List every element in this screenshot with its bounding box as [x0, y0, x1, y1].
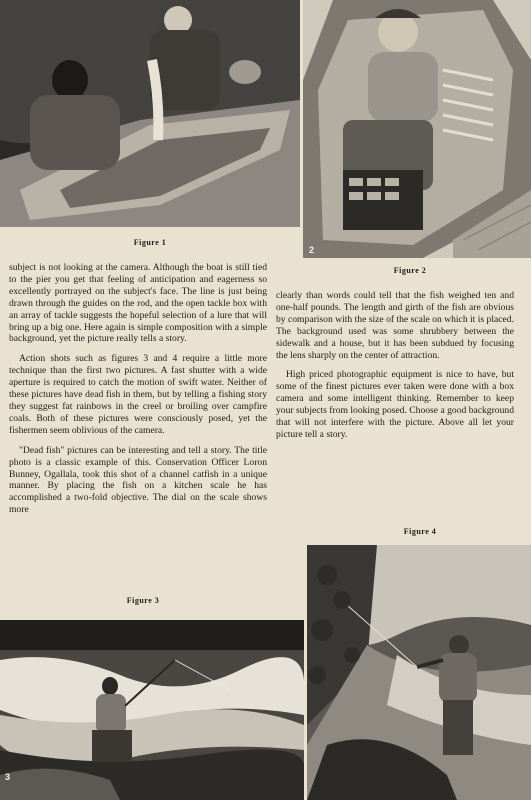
- figure-2-caption: Figure 2: [393, 266, 427, 275]
- left-paragraph: Action shots such as figures 3 and 4 require a little more technique than the first two pictures. A fast shutter with a wide aperture is required to catch the motion of swift water. Neither of these pictures have dead fish in them, but by telling a fishing story they suggest fat rainbows in the creel or broiling over campfire coals. Both of these pictures were consciously posed, yet the fishermen seem oblivious of the camera.: [9, 353, 267, 436]
- figure-2-photo: [303, 0, 531, 258]
- figure-2-number: 2: [309, 245, 315, 255]
- right-paragraph: clearly than words could tell that the fish weighed ten and one-half pounds. The length and girth of the fish are obvious by comparison with the size of the scale on which it is placed. The background used was some shrubbery between the sidewalk and a house, but it has been subdued by focusing the lens sharply on the center of attraction.: [276, 290, 514, 361]
- figure-3-number: 3: [5, 772, 11, 782]
- figure-3-caption: Figure 3: [126, 596, 160, 605]
- figure-4-caption: Figure 4: [403, 527, 437, 536]
- left-column-text: [9, 262, 267, 524]
- figure-4-photo: [307, 545, 531, 800]
- figure-1-photo: [0, 0, 300, 227]
- right-column-text: [276, 290, 514, 449]
- figure-3-photo: [0, 620, 304, 800]
- left-paragraph: "Dead fish" pictures can be interesting and tell a story. The title photo is a classic example of this. Conservation Officer Loron Bunney, Ogallala, took this shot of a channel catfish in a unique manner. By placing the fish on a kitchen scale he has accomplished a two-fold objective. The dial on the scale shows more: [9, 444, 267, 516]
- figure-1-caption: Figure 1: [133, 238, 167, 247]
- right-paragraph: High priced photographic equipment is nice to have, but some of the finest pictures ever taken were done with a box camera and some intelligent thinking. Remember to keep your subjects from looking posed. Choose a good background that will not interfere with the picture. Above all let your picture tell a story.: [276, 369, 514, 440]
- left-paragraph: subject is not looking at the camera. Although the boat is still tied to the pier you get that feeling of anticipation and eagerness so excellently portrayed on the subject's face. The line is just being drawn through the guides on the rod, and the open tackle box with an array of tackle suggests the hopeful selection of a lure that will bring up a big one. Here again is simple composition with a simple background, yet the picture really tells a story.: [9, 262, 267, 345]
